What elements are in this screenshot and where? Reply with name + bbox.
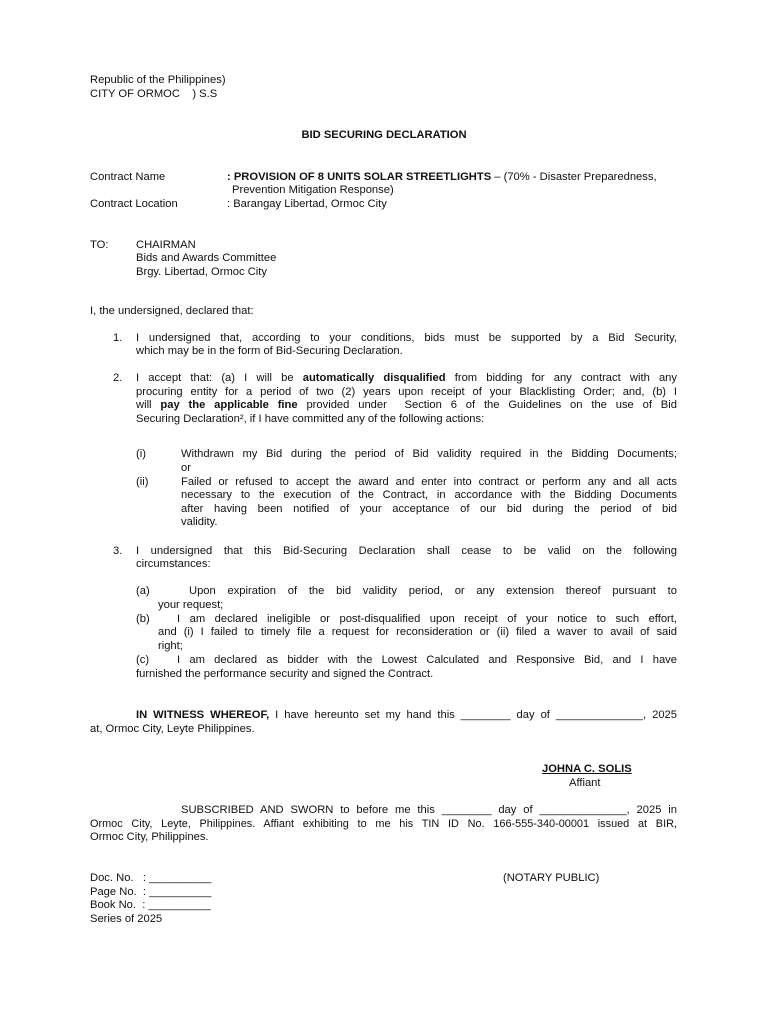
witness-rest: I have hereunto set my hand this ________ day of ______________, 2025 <box>269 709 677 721</box>
contract-name-bold: : PROVISION OF 8 UNITS SOLAR STREETLIGHTS <box>227 171 492 183</box>
witness-bold: IN WITNESS WHEREOF, <box>136 709 270 721</box>
contract-location-label: Contract Location <box>90 198 178 210</box>
item2-sub-i-line2: or <box>181 462 191 474</box>
item2-sub-i-label: (i) <box>136 448 146 460</box>
contract-name-line2: Prevention Mitigation Response) <box>232 184 394 196</box>
to-label: TO: <box>90 239 109 251</box>
item2-line3 <box>136 399 677 413</box>
item2-sub-i-line1: Withdrawn my Bid during the period of Bid validity required in the Bidding Documents; <box>181 448 677 460</box>
witness-line1 <box>136 709 677 723</box>
affiant-name: JOHNA C. SOLIS <box>542 763 632 775</box>
affiant-title: Affiant <box>569 777 601 789</box>
item2-l3-a: will <box>136 399 161 411</box>
item2-sub-ii-line4: validity. <box>181 516 218 528</box>
item2-line1 <box>136 372 677 386</box>
book-no: Book No. : __________ <box>90 899 211 911</box>
item2-sub-ii-line1: Failed or refused to accept the award and enter into contract or perform any and all acts <box>181 476 677 488</box>
item3-b-line1: I am declared ineligible or post-disqualified upon receipt of your notice to such effort, <box>177 613 677 625</box>
item3-a-label: (a) <box>136 585 150 597</box>
item2-line4: Securing Declaration², if I have committed any of the following actions: <box>136 413 485 425</box>
item2-l1-a: I accept that: (a) I will be <box>136 372 303 384</box>
intro-text: I, the undersigned, declared that: <box>90 305 254 317</box>
item2-number: 2. <box>113 372 123 384</box>
item2-sub-ii-label: (ii) <box>136 476 149 488</box>
notary-public-label: (NOTARY PUBLIC) <box>503 872 600 884</box>
item3-c-line1: I am declared as bidder with the Lowest Calculated and Responsive Bid, and I have <box>177 654 677 666</box>
item3-line2: circumstances: <box>136 558 211 570</box>
item3-number: 3. <box>113 545 123 557</box>
item1-line2: which may be in the form of Bid-Securing Declaration. <box>136 345 403 357</box>
item3-b-label: (b) <box>136 613 150 625</box>
series: Series of 2025 <box>90 913 163 925</box>
item2-line2: procuring entity for a period of two (2) years upon receipt of your Blacklisting Order; and, (b) I <box>136 386 677 398</box>
item2-l3-bold: pay the applicable fine <box>160 399 298 411</box>
item1-number: 1. <box>113 332 123 344</box>
item3-a-line2: your request; <box>158 599 224 611</box>
page-no: Page No. : __________ <box>90 886 212 898</box>
item3-line1: I undersigned that this Bid-Securing Declaration shall cease to be valid on the following <box>136 545 677 557</box>
item3-c-label: (c) <box>136 654 150 666</box>
item3-a-line1: Upon expiration of the bid validity period, or any extension thereof pursuant to <box>189 585 677 597</box>
contract-name-value <box>227 171 657 185</box>
item2-l1-b: from bidding for any contract with any <box>445 372 677 384</box>
item1-line1: I undersigned that, according to your conditions, bids must be supported by a Bid Security, <box>136 332 677 344</box>
sworn-line3: Ormoc City, Philippines. <box>90 831 209 843</box>
document-title: BID SECURING DECLARATION <box>301 129 467 141</box>
addressee-line2: Bids and Awards Committee <box>136 252 277 264</box>
item2-l3-b: provided under Section 6 of the Guidelines on the use of Bid <box>297 399 677 411</box>
witness-line2: at, Ormoc City, Leyte Philippines. <box>90 723 255 735</box>
contract-name-label: Contract Name <box>90 171 166 183</box>
contract-location-value: : Barangay Libertad, Ormoc City <box>227 198 387 210</box>
sworn-line2: Ormoc City, Leyte, Philippines. Affiant exhibiting to me his TIN ID No. 166-555-340-00001 issued at BIR, <box>90 818 677 830</box>
item2-sub-ii-line2: necessary to the execution of the Contract, in accordance with the Bidding Documents <box>181 489 677 501</box>
header-city: CITY OF ORMOC ) S.S <box>90 88 218 100</box>
item3-b-line2: and (i) I failed to timely file a request for reconsideration or (ii) filed a waver to avail of said <box>158 626 677 638</box>
item2-l1-bold: automatically disqualified <box>302 372 446 384</box>
addressee-line3: Brgy. Libertad, Ormoc City <box>136 266 267 278</box>
doc-no: Doc. No. : __________ <box>90 872 212 884</box>
item3-b-line3: right; <box>158 640 183 652</box>
addressee-line1: CHAIRMAN <box>136 239 196 251</box>
contract-name-rest: – (70% - Disaster Preparedness, <box>491 171 657 183</box>
item3-c-line2: furnished the performance security and signed the Contract. <box>136 668 434 680</box>
header-republic: Republic of the Philippines) <box>90 74 226 86</box>
sworn-line1: SUBSCRIBED AND SWORN to before me this ________ day of ______________, 2025 in <box>181 804 677 816</box>
item2-sub-ii-line3: after having been notified of your acceptance of our bid during the period of bid <box>181 503 677 515</box>
